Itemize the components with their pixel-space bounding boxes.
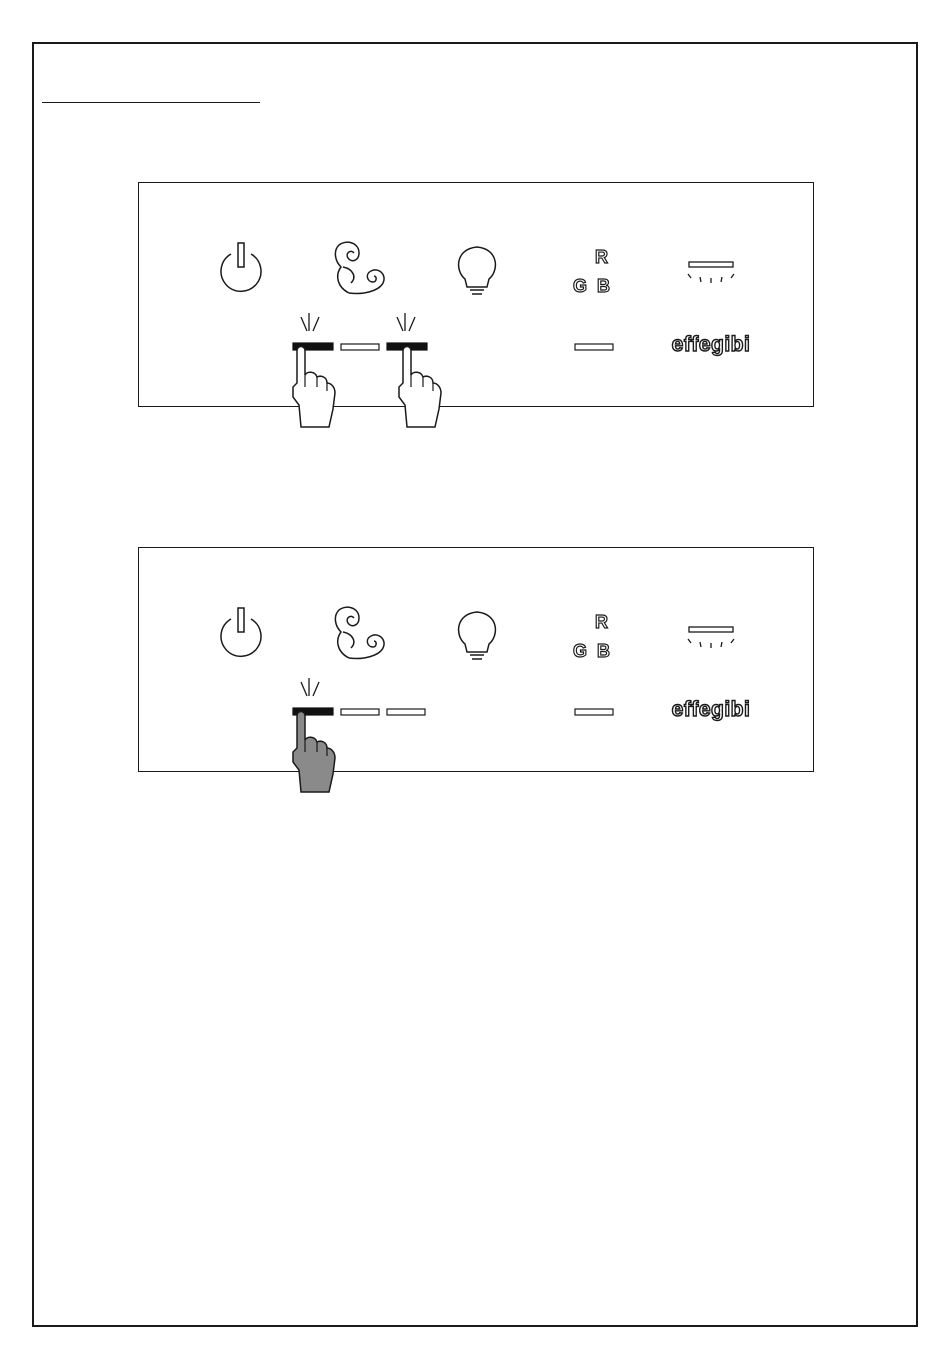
press-indicator-1 [301,313,319,331]
rgb-letter-g: G [573,641,588,661]
rgb-segment[interactable] [575,344,613,350]
control-panel-1 [138,182,814,407]
rgb-letter-b: B [597,641,610,661]
light-bar-icon[interactable] [688,627,734,648]
pressing-hand-hold [285,710,345,795]
control-panel-1-icons [139,183,815,408]
pressing-hand-2 [391,345,451,430]
control-panel-2-icons [139,548,815,773]
rgb-icon[interactable] [573,612,610,661]
press-indicator-1 [301,678,319,696]
press-indicator-2 [397,313,415,331]
bulb-icon[interactable] [459,612,496,659]
rgb-letter-r: R [595,612,608,632]
rgb-letter-r: R [595,247,608,267]
brand-logo: effegibi [671,333,751,356]
rgb-letter-b: B [597,276,610,296]
speed-segment-2[interactable] [341,344,379,350]
brand-logo: effegibi [671,698,751,721]
rgb-letter-g: G [573,276,588,296]
fan-speed-icon[interactable] [335,242,384,293]
speed-segment-2[interactable] [341,709,379,715]
speed-segment-3[interactable] [387,709,425,715]
light-bar-icon[interactable] [688,262,734,283]
bulb-icon[interactable] [459,247,496,294]
rgb-icon[interactable] [573,247,610,296]
control-panel-2 [138,547,814,772]
power-icon[interactable] [221,608,261,656]
section-title-underline [42,102,260,103]
pressing-hand-1 [285,345,345,430]
power-icon[interactable] [221,243,261,291]
rgb-segment[interactable] [575,709,613,715]
fan-speed-icon[interactable] [335,607,384,658]
